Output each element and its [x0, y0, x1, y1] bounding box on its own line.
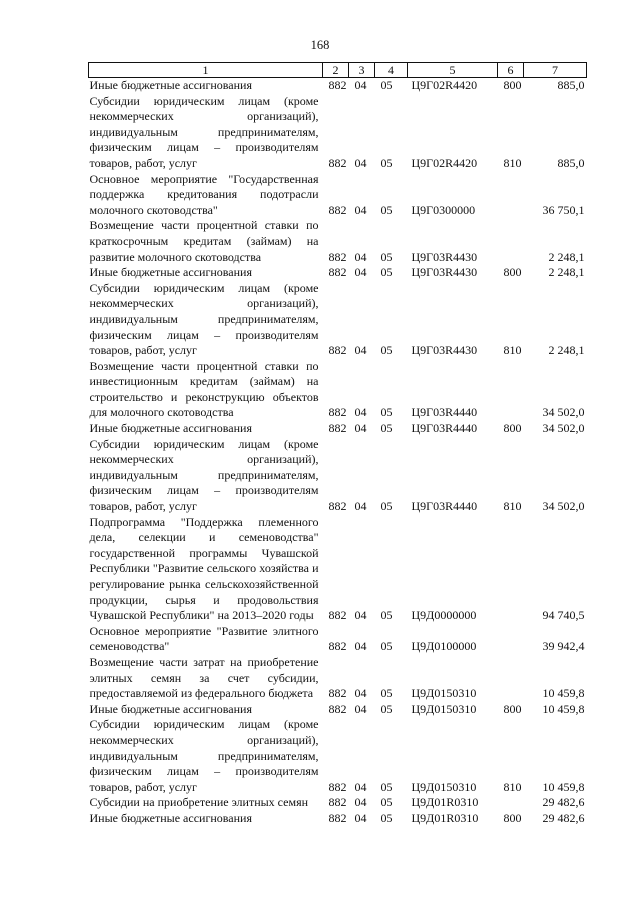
row-expense-type: [498, 359, 524, 421]
row-expense-type: [498, 515, 524, 624]
row-subsection-code: 05: [380, 155, 393, 170]
row-amount: 885,0: [557, 78, 585, 92]
budget-table: [88, 62, 587, 827]
row-name: Иные бюджетные ассигнования: [89, 810, 252, 825]
row-section-code: 04: [354, 155, 367, 170]
table-row: [89, 655, 587, 702]
row-expense-type: 800: [503, 421, 522, 436]
row-ministry-code: 882: [328, 701, 347, 716]
row-section-code: 04: [354, 810, 367, 825]
row-amount: 34 502,0: [542, 499, 585, 514]
table-row: [89, 281, 587, 359]
header-col-6: 6: [498, 63, 524, 78]
row-section-code: 04: [354, 78, 367, 92]
row-name: Возмещение части затрат на приобретение элитных семян за счет субсидии, предоставляемой из федерального бюджета: [89, 654, 319, 701]
table-row: [89, 172, 587, 219]
table-row: [89, 94, 587, 172]
row-section-code: 04: [354, 779, 367, 794]
row-target-article: Ц9Г03R4430: [411, 343, 478, 358]
table-row: [89, 421, 587, 437]
row-subsection-code: 05: [380, 499, 393, 514]
header-col-7: 7: [524, 63, 587, 78]
row-target-article: Ц9Д01R0310: [411, 795, 479, 810]
row-target-article: Ц9Г03R4430: [411, 249, 478, 264]
row-target-article: Ц9Г03R4440: [411, 499, 478, 514]
table-header-row: [89, 63, 587, 78]
table-row: [89, 218, 587, 265]
row-ministry-code: 882: [328, 249, 347, 264]
row-name: Возмещение части процентной ставки по краткосрочным кредитам (займам) на развитие молочного скотоводства: [89, 218, 319, 264]
row-section-code: 04: [354, 795, 367, 810]
header-col-4: 4: [375, 63, 408, 78]
table-row: [89, 795, 587, 811]
row-section-code: 04: [354, 686, 367, 701]
row-section-code: 04: [354, 405, 367, 420]
row-section-code: 04: [354, 249, 367, 264]
row-expense-type: 800: [503, 810, 522, 825]
row-section-code: 04: [354, 202, 367, 217]
row-subsection-code: 05: [380, 701, 393, 716]
header-col-5: 5: [408, 63, 498, 78]
row-ministry-code: 882: [328, 499, 347, 514]
table-body: [89, 78, 587, 827]
row-name: Иные бюджетные ассигнования: [89, 265, 252, 280]
row-subsection-code: 05: [380, 421, 393, 436]
row-subsection-code: 05: [380, 343, 393, 358]
row-ministry-code: 882: [328, 795, 347, 810]
row-target-article: Ц9Д0150310: [411, 686, 477, 701]
row-name: Субсидии юридическим лицам (кроме некоммерческих организаций), индивидуальным предпринимателям, физическим лицам – производителям товаров, работ, услуг: [89, 717, 319, 794]
table-row: [89, 702, 587, 718]
row-amount: 885,0: [557, 155, 585, 170]
row-name: Субсидии юридическим лицам (кроме некоммерческих организаций), индивидуальным предпринимателям, физическим лицам – производителям товаров, работ, услуг: [89, 280, 319, 358]
row-target-article: Ц9Д0150310: [411, 779, 477, 794]
row-amount: 29 482,6: [542, 810, 585, 825]
row-target-article: Ц9Г03R4430: [411, 265, 478, 280]
row-subsection-code: 05: [380, 249, 393, 264]
row-amount: 36 750,1: [542, 202, 585, 217]
row-expense-type: 810: [503, 343, 522, 358]
row-ministry-code: 882: [328, 686, 347, 701]
row-ministry-code: 882: [328, 779, 347, 794]
row-amount: 34 502,0: [542, 405, 585, 420]
row-section-code: 04: [354, 421, 367, 436]
row-expense-type: 810: [503, 155, 522, 170]
row-ministry-code: 882: [328, 639, 347, 654]
row-subsection-code: 05: [380, 810, 393, 825]
row-target-article: Ц9Г03R4440: [411, 421, 478, 436]
row-expense-type: 810: [503, 499, 522, 514]
row-expense-type: [498, 172, 524, 219]
row-amount: 10 459,8: [542, 779, 585, 794]
row-ministry-code: 882: [328, 343, 347, 358]
row-subsection-code: 05: [380, 686, 393, 701]
row-name: Иные бюджетные ассигнования: [89, 701, 252, 716]
row-section-code: 04: [354, 343, 367, 358]
row-ministry-code: 882: [328, 155, 347, 170]
table-row: [89, 265, 587, 281]
row-subsection-code: 05: [380, 795, 393, 810]
row-section-code: 04: [354, 639, 367, 654]
row-name: Иные бюджетные ассигнования: [89, 421, 252, 436]
row-name: Субсидии на приобретение элитных семян: [89, 795, 309, 810]
row-target-article: Ц9Г03R4440: [411, 405, 478, 420]
row-target-article: Ц9Г02R4420: [411, 78, 478, 92]
row-name: Подпрограмма "Поддержка племенного дела, селекции и семеноводства" государственной программы Чувашской Республики "Развитие сельского хозяйства и регулирование рынка сельскохозяйственной продукции, сырья и продовольствия Чувашской Республики" на 2013–2020 годы: [89, 514, 319, 623]
table-row: [89, 359, 587, 421]
row-amount: 34 502,0: [542, 421, 585, 436]
row-section-code: 04: [354, 265, 367, 280]
row-name: Основное мероприятие "Развитие элитного семеноводства": [89, 623, 319, 654]
row-name: Субсидии юридическим лицам (кроме некоммерческих организаций), индивидуальным предпринимателям, физическим лицам – производителям товаров, работ, услуг: [89, 436, 319, 514]
row-amount: 39 942,4: [542, 639, 585, 654]
row-amount: 2 248,1: [548, 249, 585, 264]
row-ministry-code: 882: [328, 608, 347, 623]
row-ministry-code: 882: [328, 810, 347, 825]
table-row: [89, 78, 587, 94]
row-expense-type: [498, 218, 524, 265]
row-expense-type: 810: [503, 779, 522, 794]
row-expense-type: [498, 624, 524, 655]
row-subsection-code: 05: [380, 639, 393, 654]
row-section-code: 04: [354, 701, 367, 716]
row-name: Основное мероприятие "Государственная поддержка кредитования подотрасли молочного скотоводства": [89, 171, 319, 217]
row-subsection-code: 05: [380, 608, 393, 623]
header-col-3: 3: [349, 63, 375, 78]
row-expense-type: 800: [503, 701, 522, 716]
row-expense-type: 800: [503, 265, 522, 280]
row-expense-type: [498, 795, 524, 811]
row-ministry-code: 882: [328, 265, 347, 280]
row-section-code: 04: [354, 608, 367, 623]
row-target-article: Ц9Г02R4420: [411, 155, 478, 170]
row-name: Иные бюджетные ассигнования: [89, 78, 252, 92]
row-amount: 2 248,1: [548, 343, 585, 358]
row-section-code: 04: [354, 499, 367, 514]
row-target-article: Ц9Д0100000: [411, 639, 477, 654]
row-name: Возмещение части процентной ставки по инвестиционным кредитам (займам) на строительство и реконструкцию объектов для молочного скотоводства: [89, 358, 319, 420]
row-target-article: Ц9Д01R0310: [411, 810, 479, 825]
row-amount: 94 740,5: [542, 608, 585, 623]
row-expense-type: [498, 655, 524, 702]
row-ministry-code: 882: [328, 202, 347, 217]
row-name: Субсидии юридическим лицам (кроме некоммерческих организаций), индивидуальным предпринимателям, физическим лицам – производителям товаров, работ, услуг: [89, 93, 319, 170]
row-target-article: Ц9Д0150310: [411, 701, 477, 716]
row-ministry-code: 882: [328, 405, 347, 420]
row-ministry-code: 882: [328, 421, 347, 436]
row-target-article: Ц9Г0300000: [411, 202, 476, 217]
row-subsection-code: 05: [380, 202, 393, 217]
row-ministry-code: 882: [328, 78, 347, 92]
header-col-1: 1: [89, 63, 323, 78]
row-amount: 10 459,8: [542, 686, 585, 701]
header-col-2: 2: [323, 63, 349, 78]
row-subsection-code: 05: [380, 78, 393, 92]
table-row: [89, 515, 587, 624]
row-expense-type: 800: [503, 78, 522, 92]
page-number: 168: [310, 38, 330, 52]
row-amount: 29 482,6: [542, 795, 585, 810]
table-row: [89, 624, 587, 655]
table-row: [89, 717, 587, 795]
row-amount: 2 248,1: [548, 265, 585, 280]
row-subsection-code: 05: [380, 405, 393, 420]
table-row: [89, 811, 587, 827]
row-amount: 10 459,8: [542, 701, 585, 716]
row-target-article: Ц9Д0000000: [411, 608, 477, 623]
row-subsection-code: 05: [380, 779, 393, 794]
row-subsection-code: 05: [380, 265, 393, 280]
table-row: [89, 437, 587, 515]
